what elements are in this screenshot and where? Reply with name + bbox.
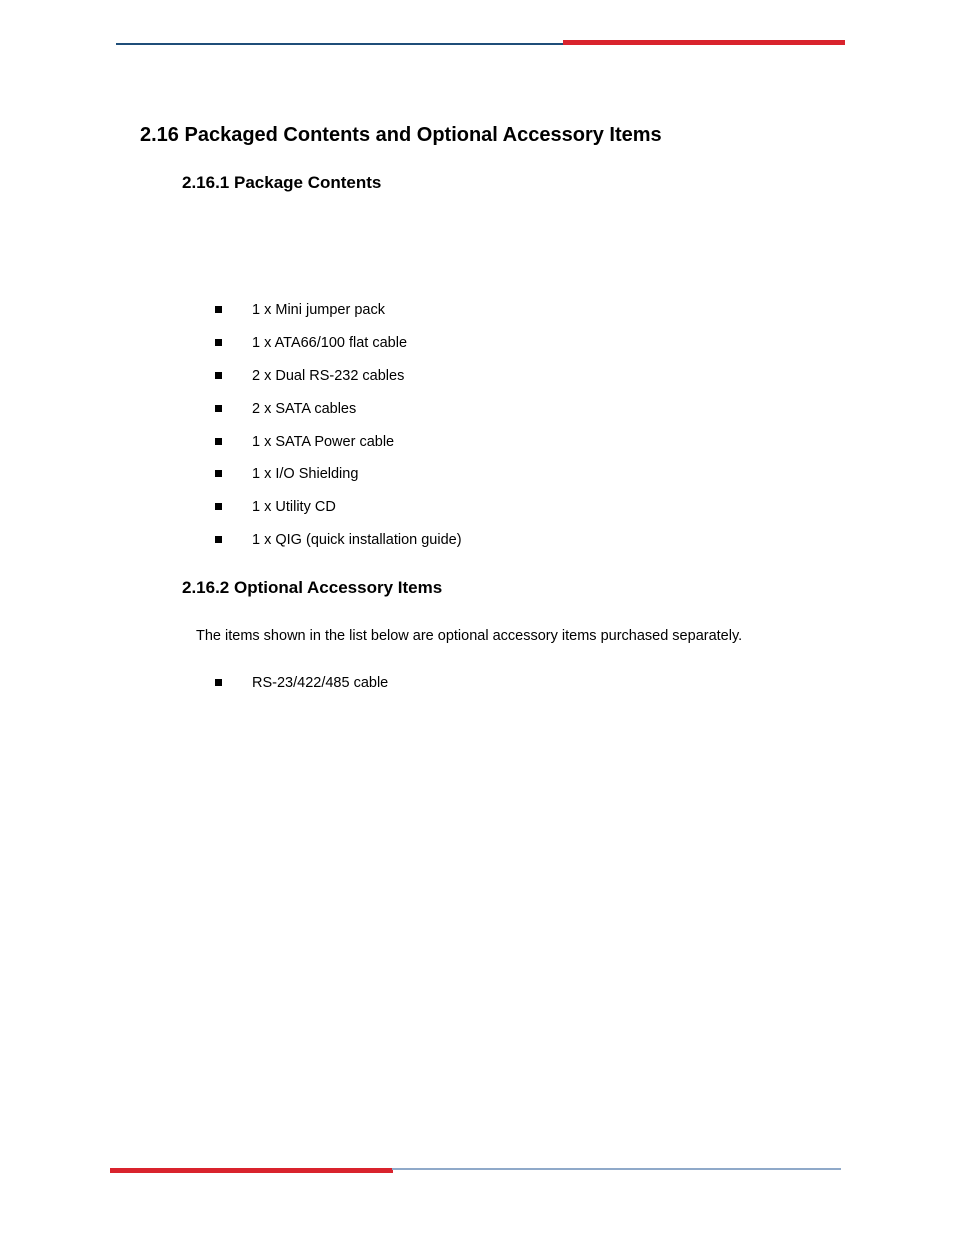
- section-title: 2.16 Packaged Contents and Optional Accessory Items: [140, 124, 662, 146]
- list-item-label: 2 x SATA cables: [252, 400, 357, 417]
- list-item-label: 1 x Utility CD: [252, 499, 336, 516]
- square-bullet-icon: [215, 372, 222, 379]
- square-bullet-icon: [215, 536, 222, 543]
- optional-accessories-intro: The items shown in the list below are optional accessory items purchased separately.: [196, 628, 743, 644]
- square-bullet-icon: [215, 470, 222, 477]
- square-bullet-icon: [215, 306, 222, 313]
- optional-accessories-heading: 2.16.2 Optional Accessory Items: [182, 578, 443, 597]
- list-item-label: RS-23/422/485 cable: [252, 675, 389, 691]
- list-item-label: 2 x Dual RS-232 cables: [252, 367, 405, 384]
- square-bullet-icon: [215, 339, 222, 346]
- list-item-label: 1 x SATA Power cable: [252, 433, 395, 450]
- list-item-label: 1 x ATA66/100 flat cable: [252, 334, 408, 351]
- header-rule-red: [563, 40, 845, 45]
- square-bullet-icon: [215, 503, 222, 510]
- square-bullet-icon: [215, 405, 222, 412]
- footer-rule-blue: [392, 1168, 841, 1170]
- list-item-label: 1 x I/O Shielding: [252, 466, 359, 483]
- footer-rule-red: [110, 1168, 393, 1173]
- square-bullet-icon: [215, 438, 222, 445]
- header-rule-blue: [116, 43, 564, 45]
- list-item-label: 1 x Mini jumper pack: [252, 302, 385, 318]
- list-item-label: 1 x QIG (quick installation guide): [252, 532, 462, 549]
- package-contents-heading: 2.16.1 Package Contents: [182, 173, 382, 192]
- square-bullet-icon: [215, 679, 222, 686]
